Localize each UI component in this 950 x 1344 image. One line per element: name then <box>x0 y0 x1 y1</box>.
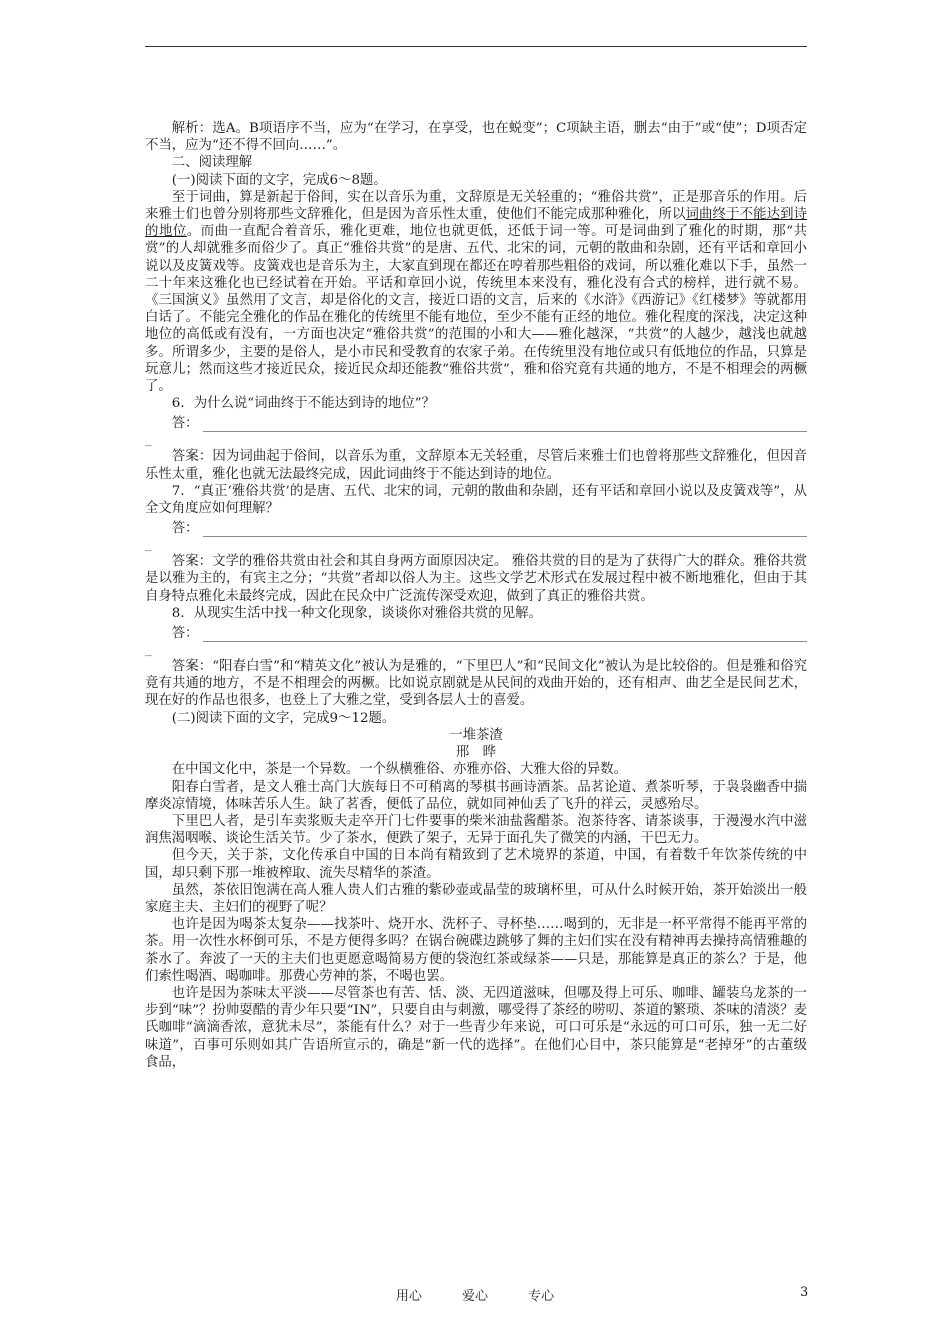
question-6: 6．为什么说“词曲终于不能达到诗的地位”？ <box>171 396 436 412</box>
answer-rule <box>203 418 807 432</box>
answer-dash: _ <box>145 537 152 553</box>
answer-6: 答案：因为词曲起于俗间，以音乐为重，文辞原本无关轻重，尽管后来雅士们也曾将那些文辞雅化，但因音乐性太重，雅化也就无法最终完成，因此词曲终于不能达到诗的地位。 <box>145 449 807 482</box>
answer-rule <box>203 523 807 537</box>
part1-passage <box>145 189 807 395</box>
answer-label: 答： <box>171 521 199 537</box>
passage-text-before: 至于词曲，算是新起于俗间，实在以音乐为重，文辞原是无关轻重的；“雅俗共赏”，正是那音乐的作用。后来雅士们也曾分别将那些文辞雅化，但是因为音乐性太重，使他们不能完成那种雅化，所以 <box>145 189 807 223</box>
article-paragraph: 阳春白雪者，是文人雅士高门大族每日不可稍离的琴棋书画诗酒茶。品茗论道、煮茶听琴，于袅袅幽香中揣摩炎凉情境，体味苦乐人生。缺了茗香，便低了品位，就如同神仙丢了飞升的祥云，灵感殆尽。 <box>145 779 807 812</box>
answer-label: 答： <box>171 416 199 432</box>
footer-item: 专心 <box>528 1289 555 1304</box>
answer-label: 答： <box>171 625 199 641</box>
part1-instruction: (一)阅读下面的文字，完成6～8题。 <box>171 172 387 188</box>
answer-field-7[interactable] <box>145 517 807 537</box>
article-paragraph: 但今天，关于茶，文化传承自中国的日本尚有精致到了艺术境界的茶道，中国，有着数千年饮茶传统的中国，却只剩下那一堆被榨取、流失尽精华的茶渣。 <box>145 848 807 881</box>
question-8: 8．从现实生活中找一种文化现象，谈谈你对雅俗共赏的见解。 <box>171 605 542 621</box>
footer-item: 爱心 <box>461 1289 488 1304</box>
answer-field-6[interactable] <box>145 412 807 432</box>
header-rule <box>145 46 807 47</box>
answer-field-8[interactable] <box>145 622 807 642</box>
article-paragraph: 也许是因为喝茶太复杂——找茶叶、烧开水、洗杯子、寻杯垫……喝到的，无非是一杯平常得不能再平常的茶。用一次性水杯倒可乐，不是方便得多吗？在锅台碗碟边跳够了舞的主妇们实在没有精神再去操持高情雅趣的茶水了。奔波了一天的主夫们也更愿意喝简易方便的袋泡红茶或绿茶——只是，那能算是真正的茶么？于是，他们索性喝酒、喝咖啡。那费心劳神的茶，不喝也罢。 <box>145 917 807 984</box>
answer-dash: _ <box>145 432 152 448</box>
answer-7: 答案：文学的雅俗共赏由社会和其自身两方面原因决定。 雅俗共赏的目的是为了获得广大的群众。雅俗共赏是以雅为主的，有宾主之分；“共赏”者却以俗人为主。这些文学艺术形式在发展过程中被不断地雅化，但由于其自身特点雅化未最终完成，因此在民众中广泛流传深受欢迎，做到了真正的雅俗共赏。 <box>145 554 807 604</box>
document-body <box>145 120 807 1071</box>
question-7: 7．“真正‘雅俗共赏’的是唐、五代、北宋的词，元朝的散曲和杂剧，还有平话和章回小说以及皮簧戏等”，从全文角度应如何理解？ <box>145 483 807 517</box>
answer-rule <box>203 628 807 642</box>
article-author: 邢 晔 <box>455 745 497 761</box>
article-title: 一堆茶渣 <box>449 727 503 743</box>
article-paragraph: 在中国文化中，茶是一个异数。一个纵横雅俗、亦雅亦俗、大雅大俗的异数。 <box>171 762 628 778</box>
analysis-text: 解析：选A。B项语序不当，应为“在学习，在享受，也在蜕变”；C项缺主语，删去“由于”或“使”；D项否定不当，应为“还不得不回向……”。 <box>145 121 807 154</box>
page-number: 3 <box>800 1285 809 1300</box>
article-paragraph: 下里巴人者，是引车卖浆贩夫走卒开门七件要事的柴米油盐酱醋茶。泡茶待客、请茶谈事，于漫漫水汽中滋润焦渴咽喉、谈论生活关节。少了茶水，便跌了架子，无异于面孔失了微笑的内涵，干巴无力。 <box>145 813 807 847</box>
passage-text-after: 。而曲一直配合着音乐，雅化更难，地位也就更低，还低于词一等。可是词曲到了雅化的时期，那“共赏”的人却就雅多而俗少了。真正“雅俗共赏”的是唐、五代、北宋的词，元朝的散曲和杂剧，还有平话和章回小说以及皮簧戏等。皮簧戏也是音乐为主，大家直到现在都还在哼着那些粗俗的戏词，所以雅化难以下手，虽然一二十年来这雅化也已经试着在开始。平话和章回小说，传统里本来没有，雅化没有合式的榜样，进行就不易。《三国演义》虽然用了文言，却是俗化的文言，接近口语的文言，后来的《水浒》《西游记》《红楼梦》等就都用白话了。不能完全雅化的作品在雅化的传统里不能有地位，至少不能有正经的地位。雅化程度的深浅，决定这种地位的高低或有没有，一方面也决定“雅俗共赏”的范围的小和大——雅化越深，“共赏”的人越少，越浅也就越多。所谓多少，主要的是俗人，是小市民和受教育的农家子弟。在传统里没有地位或只有低地位的作品，只算是玩意儿；然而这些才接近民众，接近民众却还能教“雅俗共赏”，雅和俗究竟有共通的地方，不是不相理会的两橛了。 <box>145 224 808 395</box>
section-title: 二、阅读理解 <box>171 155 253 171</box>
answer-8: 答案：“阳春白雪”和“精英文化”被认为是雅的，“下里巴人”和“民间文化”被认为是比较俗的。但是雅和俗究竟有共通的地方，不是不相理会的两橛。比如说京剧就是从民间的戏曲开始的，还有相声、曲艺全是民间艺术，现在好的作品也很多，也登上了大雅之堂，受到各层人士的喜爱。 <box>145 659 807 709</box>
footer-item: 用心 <box>395 1289 422 1304</box>
article-paragraph: 虽然，茶依旧饱满在高人雅人贵人们古雅的紫砂壶或晶莹的玻璃杯里，可从什么时候开始，茶开始淡出一般家庭主夫、主妇们的视野了呢？ <box>145 882 807 915</box>
part2-instruction: (二)阅读下面的文字，完成9～12题。 <box>171 710 396 726</box>
answer-dash: _ <box>145 642 152 658</box>
passage-underlined-text: 词曲终于不能达到诗的地位 <box>145 207 808 240</box>
article-paragraph: 也许是因为茶味太平淡——尽管茶也有苦、恬、淡、无四道滋味，但哪及得上可乐、咖啡、罐装乌龙茶的一步到“味”？扮帅耍酷的青少年只要“IN”，只要自由与刺激，哪受得了茶经的唠叨、茶道的繁琐、茶味的清淡？麦氏咖啡“滴滴香浓，意犹未尽”，茶能有什么？对于一些青少年来说，可口可乐是“永远的可口可乐，独一无二好味道”，百事可乐则如其广告语所宣示的，确是“新一代的选择”。在他们心目中，茶只能算是“老掉牙”的古董级食品， <box>145 985 807 1070</box>
